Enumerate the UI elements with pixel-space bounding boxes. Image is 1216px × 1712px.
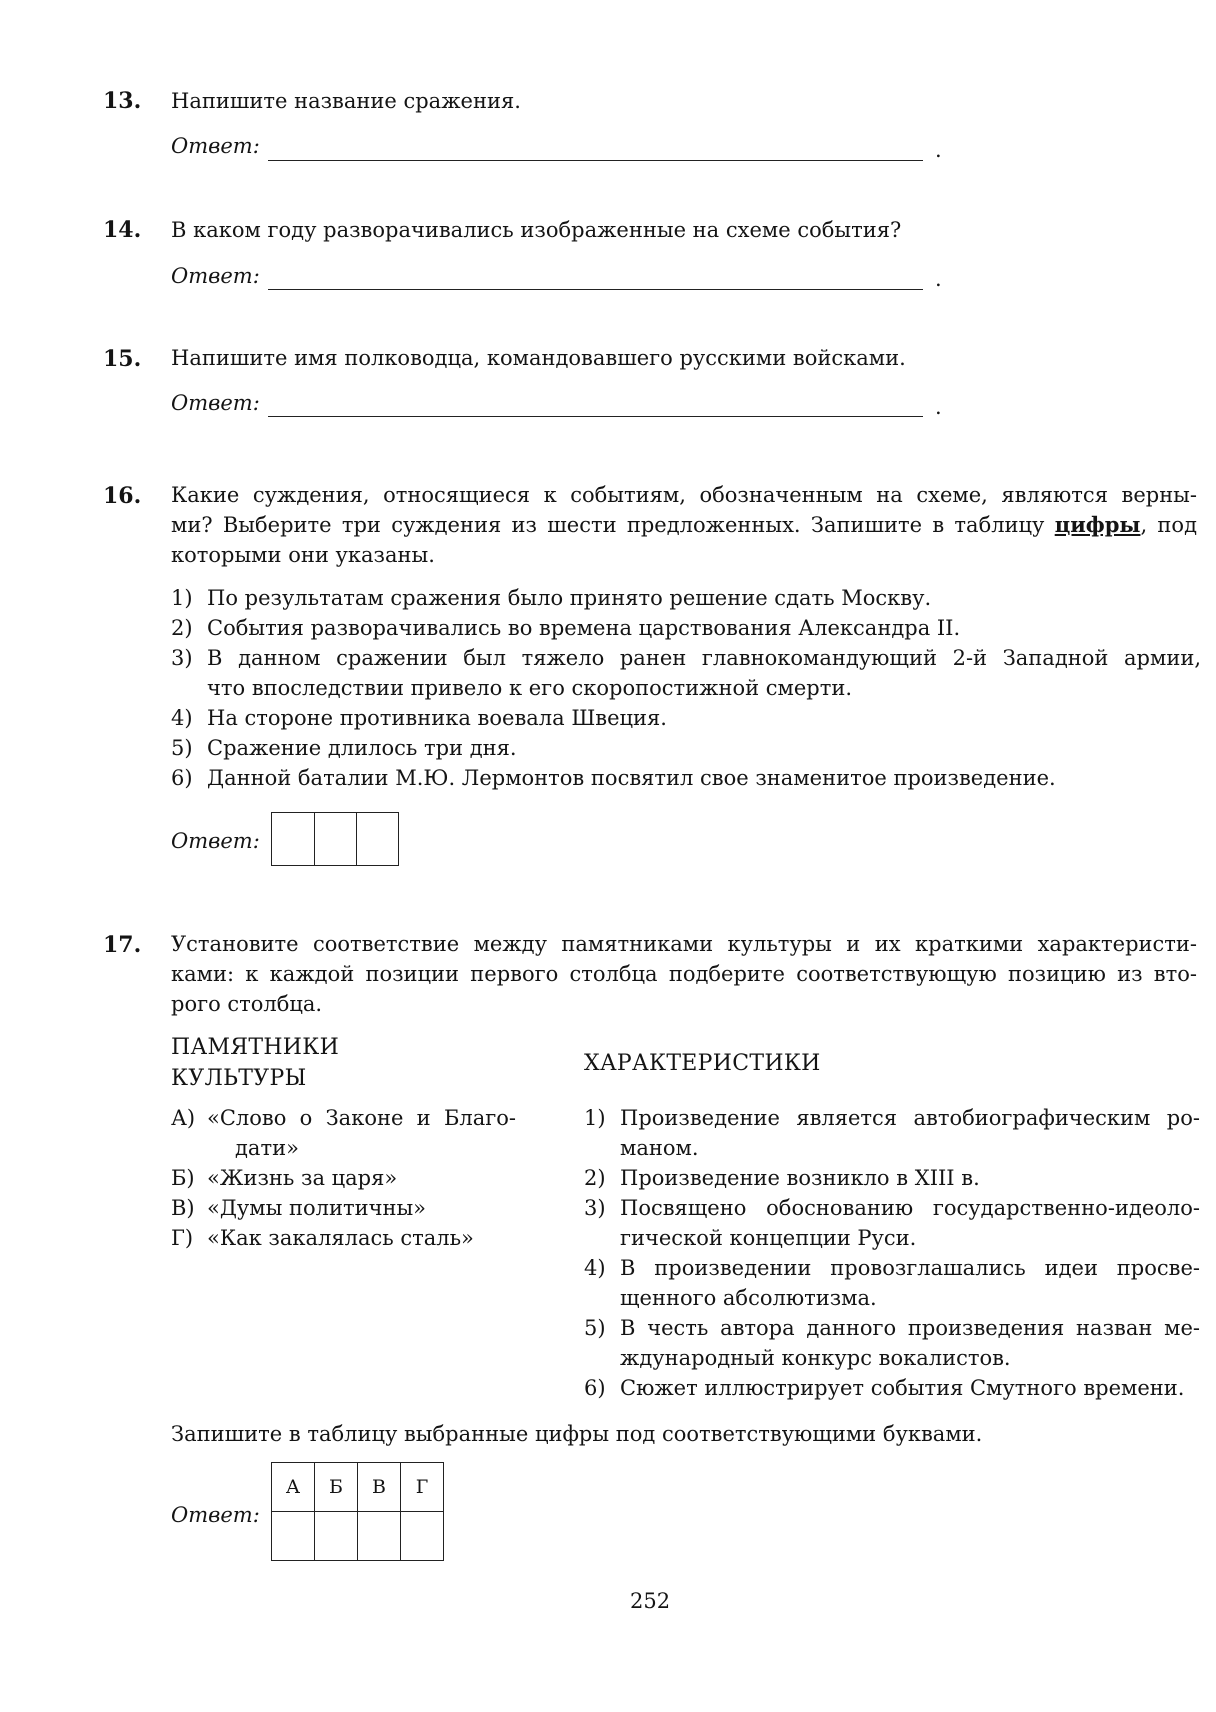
- answer-cell-b[interactable]: [315, 1512, 358, 1561]
- question-17-text-line-1: Установите соответствие между памятниками культуры и их краткими характеристи-: [171, 932, 1197, 956]
- answer-cell-1[interactable]: [272, 813, 314, 865]
- monument-v: В) «Думы политичны»: [171, 1196, 427, 1220]
- question-14-text: В каком году разворачивались изображенные на схеме события?: [171, 218, 902, 242]
- characteristic-3: 3) Посвящено обоснованию государственно-идеоло- гической концепции Руси.: [584, 1196, 1200, 1250]
- table-letter-b: Б: [315, 1463, 358, 1512]
- question-16-option-1: 1) По результатам сражения было принято решение сдать Москву.: [171, 586, 932, 610]
- question-13-answer-label: Ответ:: [171, 134, 260, 158]
- question-16-option-2: 2) События разворачивались во времена царствования Александра II.: [171, 616, 961, 640]
- question-15-answer-dot: .: [935, 395, 942, 419]
- question-16-text-line-2: ми? Выберите три суждения из шести предложенных. Запишите в таблицу цифры, под: [171, 512, 1197, 537]
- question-16-answer-label: Ответ:: [171, 829, 260, 853]
- question-14-answer-dot: .: [935, 267, 942, 291]
- table-letter-g: Г: [401, 1463, 444, 1512]
- question-17-text-line-3: рого столбца.: [171, 992, 323, 1016]
- question-13-answer-dot: .: [935, 138, 942, 162]
- monument-a: А) «Слово о Законе и Благо- дати»: [171, 1106, 516, 1160]
- question-16-option-5: 5) Сражение длилось три дня.: [171, 736, 517, 760]
- question-17-number: 17.: [103, 932, 142, 958]
- question-16-option-3: 3) В данном сражении был тяжело ранен главнокомандующий 2-й Западной армии, что впоследствии привело к его скоропостижной смерти.: [171, 646, 1201, 700]
- question-15-number: 15.: [103, 346, 142, 372]
- question-15-answer-line[interactable]: [268, 416, 923, 417]
- emphasis-digits: цифры: [1054, 512, 1141, 537]
- table-letter-v: В: [358, 1463, 401, 1512]
- characteristic-6: 6) Сюжет иллюстрирует события Смутного времени.: [584, 1376, 1185, 1400]
- monument-b: Б) «Жизнь за царя»: [171, 1166, 398, 1190]
- question-14-number: 14.: [103, 217, 142, 243]
- left-column-header-line-1: ПАМЯТНИКИ: [171, 1035, 340, 1060]
- right-column-header: ХАРАКТЕРИСТИКИ: [584, 1051, 821, 1076]
- characteristic-1: 1) Произведение является автобиографическим ро- маном.: [584, 1106, 1200, 1160]
- question-15-answer-label: Ответ:: [171, 391, 260, 415]
- question-16-number: 16.: [103, 483, 142, 509]
- table-letter-a: А: [272, 1463, 315, 1512]
- characteristic-4: 4) В произведении провозглашались идеи просве- щенного абсолютизма.: [584, 1256, 1200, 1310]
- answer-cell-g[interactable]: [401, 1512, 444, 1561]
- question-16-text-line-1: Какие суждения, относящиеся к событиям, обозначенным на схеме, являются верны-: [171, 483, 1197, 507]
- question-14-answer-label: Ответ:: [171, 264, 260, 288]
- answer-cell-v[interactable]: [358, 1512, 401, 1561]
- characteristic-5: 5) В честь автора данного произведения назван ме- ждународный конкурс вокалистов.: [584, 1316, 1200, 1370]
- question-17-text-line-2: ками: к каждой позиции первого столбца подберите соответствующую позицию из вто-: [171, 962, 1197, 986]
- page-number: 252: [630, 1589, 671, 1613]
- answer-cell-a[interactable]: [272, 1512, 315, 1561]
- left-column-header-line-2: КУЛЬТУРЫ: [171, 1066, 307, 1091]
- question-17-instruction: Запишите в таблицу выбранные цифры под соответствующими буквами.: [171, 1422, 983, 1446]
- characteristic-2: 2) Произведение возникло в XIII в.: [584, 1166, 980, 1190]
- monument-g: Г) «Как закалялась сталь»: [171, 1226, 474, 1250]
- question-14-answer-line[interactable]: [268, 289, 923, 290]
- question-16-option-6: 6) Данной баталии М.Ю. Лермонтов посвятил свое знаменитое произведение.: [171, 766, 1056, 790]
- question-16-text-line-3: которыми они указаны.: [171, 543, 435, 567]
- question-16-option-4: 4) На стороне противника воевала Швеция.: [171, 706, 667, 730]
- answer-cell-3[interactable]: [356, 813, 398, 865]
- question-13-number: 13.: [103, 88, 142, 114]
- question-16-answer-boxes: [271, 812, 399, 866]
- answer-cell-2[interactable]: [314, 813, 356, 865]
- question-17-answer-table: [271, 1462, 444, 1561]
- question-15-text: Напишите имя полководца, командовавшего русскими войсками.: [171, 346, 906, 370]
- question-17-answer-label: Ответ:: [171, 1503, 260, 1527]
- question-13-answer-line[interactable]: [268, 160, 923, 161]
- question-13-text: Напишите название сражения.: [171, 89, 521, 113]
